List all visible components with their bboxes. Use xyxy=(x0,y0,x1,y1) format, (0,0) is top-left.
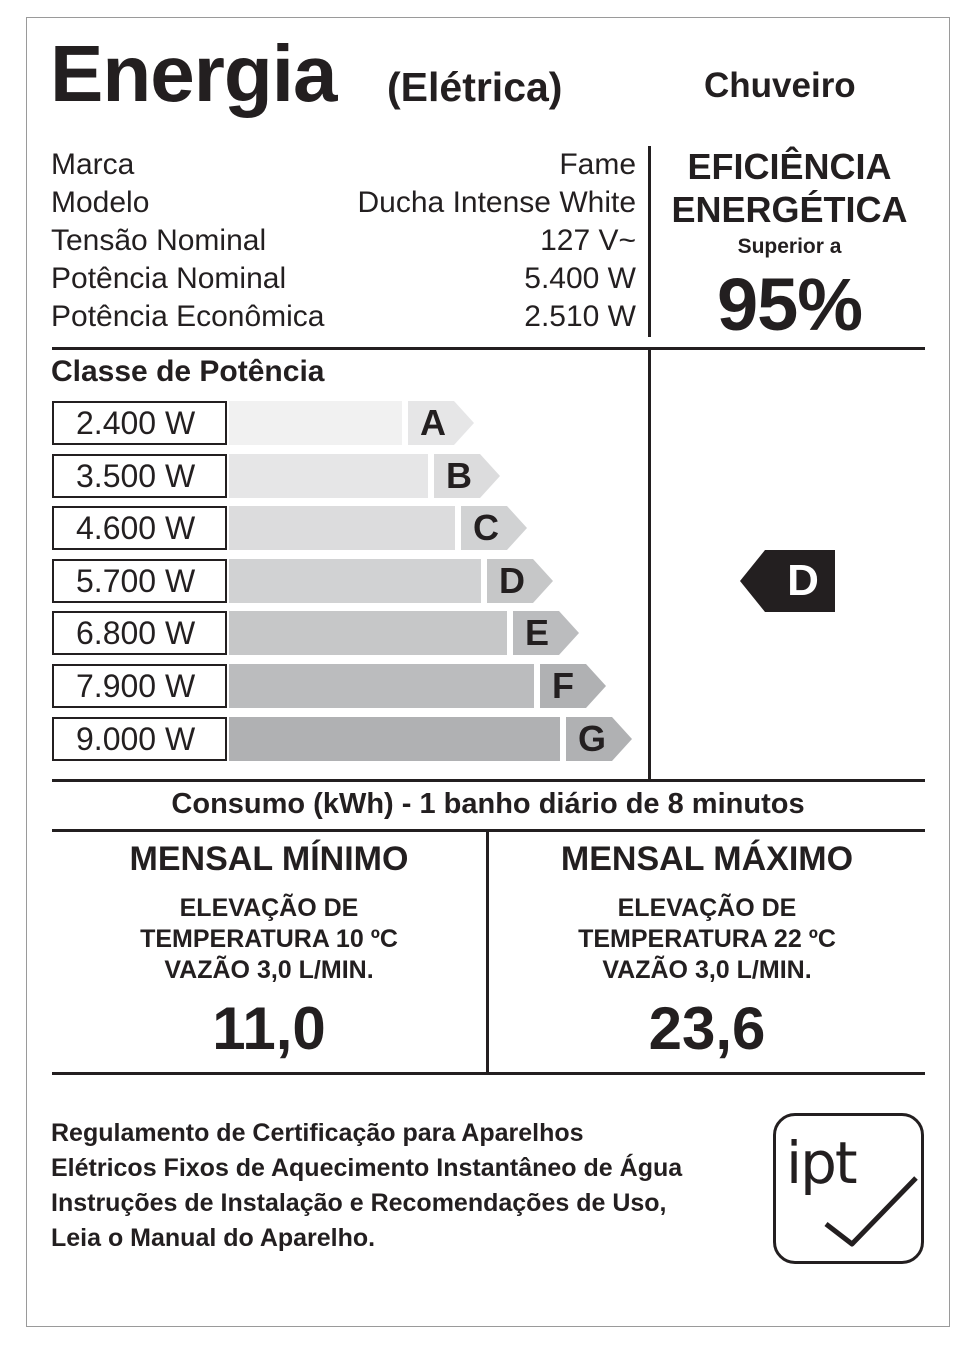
regulation-line1: Regulamento de Certificação para Aparelhos xyxy=(51,1119,584,1147)
class-divider xyxy=(648,347,651,780)
regulation-line2: Elétricos Fixos de Aquecimento Instantâneo de Água xyxy=(51,1154,683,1182)
header-divider xyxy=(648,146,651,337)
spec-value-power: 5.400 W xyxy=(524,262,636,295)
spec-value-economic-power: 2.510 W xyxy=(524,300,636,333)
ipt-logo-text: ipt xyxy=(786,1129,856,1197)
power-class-arrow xyxy=(513,611,579,655)
specs-bottom-rule xyxy=(52,347,925,350)
efficiency-value: 95% xyxy=(716,263,863,346)
regulation-line3: Instruções de Instalação e Recomendações de Uso, xyxy=(51,1189,667,1217)
power-class-watts: 4.600 W xyxy=(52,506,227,550)
power-class-letter: B xyxy=(446,455,472,496)
power-class-bar xyxy=(229,611,507,655)
power-class-watts: 9.000 W xyxy=(52,717,227,761)
spec-label-voltage: Tensão Nominal xyxy=(51,224,267,257)
consumption-bottom-rule xyxy=(52,1072,925,1075)
spec-value-voltage: 127 V~ xyxy=(540,224,636,257)
monthly-max-heading: MENSAL MÁXIMO xyxy=(560,840,854,878)
power-class-arrow xyxy=(540,664,606,708)
monthly-min-line2: TEMPERATURA 10 ºC xyxy=(140,925,398,953)
power-class-arrow xyxy=(408,401,474,445)
power-class-letter: E xyxy=(525,612,550,653)
power-class-bar xyxy=(229,559,481,603)
monthly-min-value: 11,0 xyxy=(212,995,326,1062)
label-title: Energia xyxy=(50,29,337,118)
class-bottom-rule xyxy=(52,779,925,782)
power-class-letter: C xyxy=(473,507,499,548)
rating-letter: D xyxy=(787,556,819,605)
power-class-letter: D xyxy=(499,560,525,601)
power-class-letter: F xyxy=(552,665,574,706)
power-class-arrow xyxy=(566,717,632,761)
monthly-max-conditions xyxy=(489,893,925,986)
monthly-min-line1: ELEVAÇÃO DE xyxy=(179,894,359,922)
power-class-watts: 6.800 W xyxy=(52,611,227,655)
spec-label-power: Potência Nominal xyxy=(51,262,287,295)
power-class-letter: G xyxy=(578,718,607,759)
power-class-title: Classe de Potência xyxy=(51,355,325,388)
regulation-text xyxy=(51,1116,771,1256)
monthly-min-heading: MENSAL MÍNIMO xyxy=(129,840,409,878)
regulation-line4: Leia o Manual do Aparelho. xyxy=(51,1224,376,1252)
monthly-max-line2: TEMPERATURA 22 ºC xyxy=(578,925,836,953)
monthly-min-line3: VAZÃO 3,0 L/MIN. xyxy=(164,956,374,984)
rating-indicator xyxy=(740,550,835,612)
spec-label-brand: Marca xyxy=(51,148,135,181)
power-class-letter: A xyxy=(420,402,446,443)
spec-label-model: Modelo xyxy=(51,186,150,219)
spec-value-model: Ducha Intense White xyxy=(357,186,636,219)
power-class-watts: 3.500 W xyxy=(52,454,227,498)
checkmark-icon xyxy=(776,1116,921,1261)
monthly-max-value: 23,6 xyxy=(648,995,766,1062)
power-class-watts: 2.400 W xyxy=(52,401,227,445)
power-class-bar xyxy=(229,664,534,708)
power-class-arrow xyxy=(434,454,500,498)
power-class-arrow xyxy=(487,559,553,603)
monthly-max-line1: ELEVAÇÃO DE xyxy=(617,894,797,922)
power-class-watts: 5.700 W xyxy=(52,559,227,603)
consumption-title: Consumo (kWh) - 1 banho diário de 8 minutos xyxy=(171,788,805,820)
monthly-max-line3: VAZÃO 3,0 L/MIN. xyxy=(602,956,812,984)
power-class-bar xyxy=(229,717,560,761)
power-class-watts: 7.900 W xyxy=(52,664,227,708)
monthly-min-conditions xyxy=(52,893,486,986)
ipt-logo xyxy=(773,1113,924,1264)
efficiency-qualifier: Superior a xyxy=(737,235,842,258)
efficiency-line2: ENERGÉTICA xyxy=(671,189,908,230)
power-class-arrow xyxy=(461,506,527,550)
spec-label-economic-power: Potência Econômica xyxy=(51,300,325,333)
power-class-bar xyxy=(229,454,428,498)
product-type: Chuveiro xyxy=(704,66,856,105)
efficiency-line1: EFICIÊNCIA xyxy=(687,146,892,187)
power-class-bar xyxy=(229,401,402,445)
label-subtitle: (Elétrica) xyxy=(387,64,563,110)
power-class-bar xyxy=(229,506,455,550)
spec-value-brand: Fame xyxy=(559,148,636,181)
